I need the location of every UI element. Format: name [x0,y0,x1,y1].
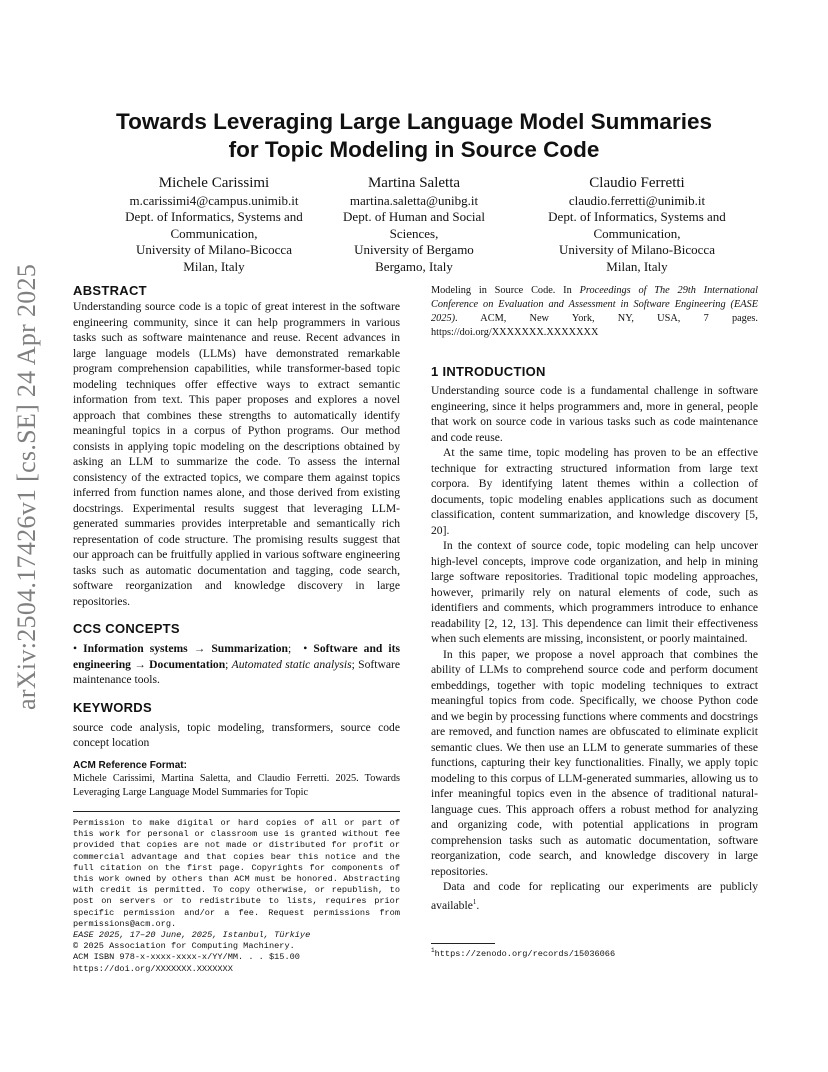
ccs-concepts: • Information systems → Summarization; • Software and its engineering → Documentation; Automated static analysis; Software maintenance tools. [73,642,400,686]
paper-title [60,108,768,164]
author-city: Milan, Italy [606,258,668,274]
author-dept: Dept. of Human and Social [343,209,485,225]
permission-text: Permission to make digital or hard copies of all or part of this work for personal or classroom use is granted without fee provided that copies are not made or distributed for profit or commercial advantage and that copies bear this notice and the full citation on the first page. Copyrights for components of this work owned by others than ACM must be honored. Abstracting with credit is permitted. To copy otherwise, or republish, to post on servers or to redistribute to lists, requires prior specific permission and/or a fee. Request permissions from permissions@acm.org. [73,818,400,929]
isbn-line: ACM ISBN 978-x-xxxx-xxxx-x/YY/MM. . . $15.00 [73,952,300,963]
doi-line: https://doi.org/XXXXXXX.XXXXXXX [73,963,233,974]
footnote-rule [431,943,495,944]
ccs-concept-3: Software maintenance tools. [73,657,400,686]
intro-paragraph-4: In this paper, we propose a novel approach that combines the ability of LLMs to comprehend source code and perform document embeddings, together with topic modeling techniques to extract meaningful topics from code. Specifically, we choose Python code and we begin by processing functions where comments and docstrings are removed, and function names are obfuscated to eliminate explicit semantic clues. We then use an LLM to generate summaries of these functions, capturing their key functionalities. Finally, we apply topic modeling to this corpus of LLM-generated summaries, allowing us to infer meaningful topics even in the absence of traditional natural-language cues. This approach offers a robust method for analyzing and organizing code, with potential applications in program comprehension tasks such as automatic documentation, software reorganization, code search, and knowledge discovery in large repositories. [431,647,758,878]
acm-ref-cont-2: . ACM, New York, NY, USA, 7 pages. https://doi.org/XXXXXXX.XXXXXXX [431,313,758,338]
acm-ref-continued [431,284,758,340]
conference-line: EASE 2025, 17–20 June, 2025, Istanbul, Türkiye [73,930,311,941]
footnote-text: https://zenodo.org/records/15036066 [434,948,616,959]
author-university: University of Bergamo [354,242,474,258]
ccs-concept-2-extra: Automated static analysis [231,657,352,671]
ccs-concept-1-sub: Summarization [211,642,289,655]
ccs-heading: CCS CONCEPTS [73,621,180,636]
left-column [73,283,400,800]
author-dept-cont: Communication, [170,225,258,241]
author-email: claudio.ferretti@unimib.it [568,193,706,208]
arxiv-stamp: arXiv:2504.17426v1 [cs.SE] 24 Apr 2025 [12,263,41,710]
right-column [431,284,758,913]
author-email: martina.saletta@unibg.it [349,193,479,208]
author-city: Bergamo, Italy [375,258,453,274]
author-dept: Dept. of Informatics, Systems and [125,209,303,225]
intro-paragraph-3: In the context of source code, topic modeling can help uncover high-level concepts, improve code organization, and help in mining large software repositories. Traditional topic modeling approaches, however, primarily rely on natural elements of code, such as identifiers and comments, which programmers introduce to enhance readability [2, 12, 13]. This dependence can limit their effectiveness when such elements are missing, inconsistent, or poorly maintained. [431,539,758,645]
author-dept-cont: Sciences, [389,225,439,241]
intro-paragraph-1: Understanding source code is a fundamental challenge in software engineering, since it helps programmers and, more in general, people that work on source code in various tasks such as code maintenance and code reuse. [431,384,758,444]
acm-ref-heading: ACM Reference Format: [73,759,187,771]
intro-p5-end: . [476,898,480,912]
author-dept-cont: Communication, [593,225,681,241]
author-university: University of Milano-Bicocca [136,242,292,258]
permission-rule [73,811,400,812]
ccs-concept-2: Software and its engineering [73,642,400,671]
author-dept: Dept. of Informatics, Systems and [548,209,726,225]
author-university: University of Milano-Bicocca [559,242,715,258]
ccs-concept-1: Information systems [83,642,188,655]
permission-block [73,818,400,975]
abstract-heading: ABSTRACT [73,283,147,298]
author-block-3 [517,174,757,275]
author-name: Claudio Ferretti [589,175,685,191]
keywords-heading: KEYWORDS [73,699,152,715]
footnote-ref: 1 [472,897,477,906]
acm-ref-cont-1: Modeling in Source Code. In [431,285,580,296]
abstract-text: Understanding source code is a topic of great interest in the software engineering community, since it can help programmers in various tasks such as software maintenance and reuse. Recent advances in large language models (LLMs) have demonstrated remarkable program comprehension capabilities, while transformer-based topic modeling techniques offer effective ways to extract semantic information from text. This paper proposes and explores a novel approach that combines these strengths to automatically identify meaningful topics in a corpus of Python programs. Our method consists in applying topic modeling on the descriptions obtained by asking an LLM to summarize the code. To assess the internal consistency of the extracted topics, we compare them against topics inferred from function names alone, and those derived from existing docstrings. Experimental results suggest that leveraging LLM-generated summaries provides interpretable and semantically rich representation of code structure. The promising results suggest that our approach can be fruitfully applied in various software engineering tasks such as automatic documentation and tagging, code search, software reorganization and knowledge discovery in large repositories. [73,300,400,608]
keywords-text: source code analysis, topic modeling, transformers, source code concept location [73,720,400,749]
footnote-mark: 1 [431,947,435,954]
acm-ref-cont-italic: Proceedings of The 29th International Conference on Evaluation and Assessment in Software Engineering (EASE 2025) [431,285,758,324]
title-line-2: for Topic Modeling in Source Code [228,137,600,162]
footnote [431,947,615,959]
intro-paragraph-2: At the same time, topic modeling has proven to be an effective technique for extracting structured information from large text corpora. By identifying latent themes within a collection of documents, topic modeling enables applications such as document classification, content summarization, and knowledge discovery [5, 20]. [431,446,758,537]
author-email: m.carissimi4@campus.unimib.it [129,193,299,208]
author-name: Martina Saletta [367,175,461,191]
ccs-concept-2-sub: Documentation [149,657,226,671]
intro-heading: 1 INTRODUCTION [431,364,546,379]
author-city: Milan, Italy [183,258,245,274]
copyright-line: © 2025 Association for Computing Machinery. [73,941,295,952]
intro-paragraph-5 [431,879,758,913]
intro-p5-text: Data and code for replicating our experiments are publicly available [431,880,758,912]
author-block-2 [294,174,534,275]
acm-ref-text: Michele Carissimi, Martina Saletta, and Claudio Ferretti. 2025. Towards Leveraging Large Language Model Summaries for Topic [73,773,400,799]
author-name: Michele Carissimi [158,175,270,191]
title-line-1: Towards Leveraging Large Language Model Summaries [116,109,712,134]
